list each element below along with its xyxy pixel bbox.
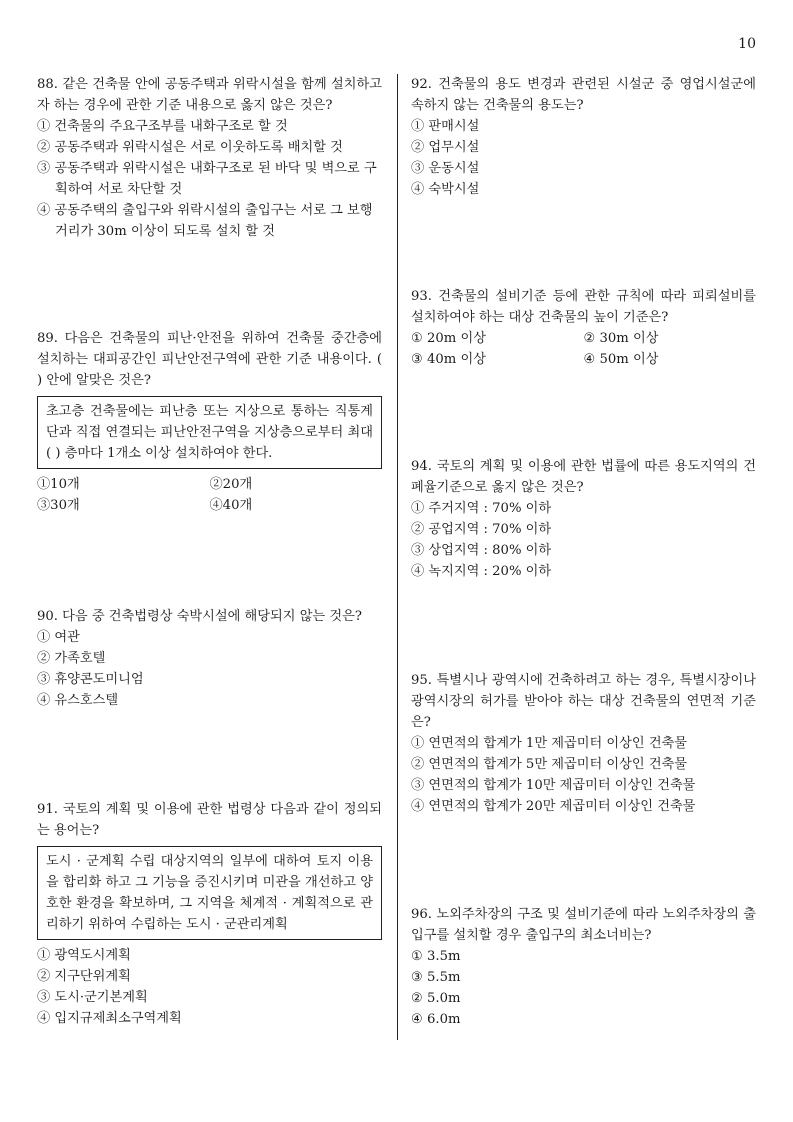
option-2: ② 30m 이상 xyxy=(583,331,659,346)
option-2: ② 공업지역 : 70% 이하 xyxy=(411,522,552,537)
question-box: 도시 · 군계획 수립 대상지역의 일부에 대하여 토지 이용을 합리화 하고 그 기능을 증진시키며 미관을 개선하고 양호한 환경을 확보하며, 그 지역을 체계적 · 계획적으로 관리하기 위하여 수립하는 도시 · 군관리계획 xyxy=(37,846,382,940)
option-1: ① 3.5m xyxy=(411,949,461,964)
option-1: ① 광역도시계획 xyxy=(37,948,131,963)
option-4: ④ 연면적의 합계가 20만 제곱미터 이상인 건축물 xyxy=(411,799,696,814)
question-88 xyxy=(37,74,382,242)
options-grid xyxy=(37,474,382,516)
option-4: ④ 유스호스텔 xyxy=(37,693,119,708)
question-95 xyxy=(411,670,756,817)
option-3: ② 5.0m xyxy=(411,991,461,1006)
option-2: ③ 5.5m xyxy=(411,970,461,985)
option-1: ① 20m 이상 xyxy=(411,331,486,346)
question-91 xyxy=(37,799,382,1029)
option-1: ① 주거지역 : 70% 이하 xyxy=(411,501,552,516)
option-3: ③30개 xyxy=(37,498,80,513)
option-3: ③ 상업지역 : 80% 이하 xyxy=(411,543,552,558)
question-box: 초고층 건축물에는 피난층 또는 지상으로 통하는 직통계단과 직접 연결되는 피난안전구역을 지상층으로부터 최대 ( ) 층마다 1개소 이상 설치하여야 한다. xyxy=(37,396,382,469)
option-4: ④ 녹지지역 : 20% 이하 xyxy=(411,564,552,579)
option-2: ② 가족호텔 xyxy=(37,651,106,666)
column-divider xyxy=(397,74,398,1040)
question-94 xyxy=(411,456,756,582)
option-3: ③ 운동시설 xyxy=(411,161,480,176)
option-3: ③ 연면적의 합계가 10만 제곱미터 이상인 건축물 xyxy=(411,778,696,793)
question-stem: 96. 노외주차장의 구조 및 설비기준에 따라 노외주차장의 출입구를 설치할 경우 출입구의 최소너비는? xyxy=(411,907,756,943)
question-92 xyxy=(411,74,756,200)
option-4: ④ 숙박시설 xyxy=(411,182,480,197)
option-4: ④ 공동주택의 출입구와 위락시설의 출입구는 서로 그 보행거리가 30m 이상이 되도록 설치 할 것 xyxy=(37,203,373,239)
question-stem: 94. 국토의 계획 및 이용에 관한 법률에 따른 용도지역의 건폐율기준으로 옳지 않은 것은? xyxy=(411,459,756,495)
question-stem: 88. 같은 건축물 안에 공동주택과 위락시설을 함께 설치하고자 하는 경우에 관한 기준 내용으로 옳지 않은 것은? xyxy=(37,77,382,113)
option-2: ② 지구단위계획 xyxy=(37,969,131,984)
question-stem: 90. 다음 중 건축법령상 숙박시설에 해당되지 않는 것은? xyxy=(37,609,362,624)
option-2: ② 공동주택과 위락시설은 서로 이웃하도록 배치할 것 xyxy=(37,140,343,155)
option-1: ① 건축물의 주요구조부를 내화구조로 할 것 xyxy=(37,119,288,134)
page-number: 10 xyxy=(738,36,756,52)
option-4: ④40개 xyxy=(209,498,253,513)
question-90 xyxy=(37,606,382,711)
option-2: ② 연면적의 합계가 5만 제곱미터 이상인 건축물 xyxy=(411,757,688,772)
option-1: ① 여관 xyxy=(37,630,80,645)
option-4: ④ 6.0m xyxy=(411,1012,461,1027)
option-1: ① 연면적의 합계가 1만 제곱미터 이상인 건축물 xyxy=(411,736,688,751)
options-grid xyxy=(411,328,756,370)
question-stem: 89. 다음은 건축물의 피난·안전을 위하여 건축물 중간층에 설치하는 대피공간인 피난안전구역에 관한 기준 내용이다. ( ) 안에 알맞은 것은? xyxy=(37,331,382,388)
question-stem: 91. 국토의 계획 및 이용에 관한 법령상 다음과 같이 정의되는 용어는? xyxy=(37,802,382,838)
option-2: ②20개 xyxy=(209,477,253,492)
question-stem: 93. 건축물의 설비기준 등에 관한 규칙에 따라 피뢰설비를 설치하여야 하는 대상 건축물의 높이 기준은? xyxy=(411,289,756,325)
option-3: ③ 도시·군기본계획 xyxy=(37,990,148,1005)
question-stem: 92. 건축물의 용도 변경과 관련된 시설군 중 영업시설군에 속하지 않는 건축물의 용도는? xyxy=(411,77,756,113)
question-93 xyxy=(411,286,756,370)
question-stem: 95. 특별시나 광역시에 건축하려고 하는 경우, 특별시장이나 광역시장의 허가를 받아야 하는 대상 건축물의 연면적 기준은? xyxy=(411,673,756,730)
question-96 xyxy=(411,904,756,1030)
option-3: ③ 공동주택과 위락시설은 내화구조로 된 바닥 및 벽으로 구획하여 서로 차단할 것 xyxy=(37,161,377,197)
question-89 xyxy=(37,328,382,516)
option-1: ① 판매시설 xyxy=(411,119,480,134)
option-4: ④ 50m 이상 xyxy=(583,352,659,367)
option-3: ③ 40m 이상 xyxy=(411,352,486,367)
option-3: ③ 휴양콘도미니엄 xyxy=(37,672,144,687)
option-2: ② 업무시설 xyxy=(411,140,480,155)
option-1: ①10개 xyxy=(37,477,80,492)
option-4: ④ 입지규제최소구역계획 xyxy=(37,1011,182,1026)
